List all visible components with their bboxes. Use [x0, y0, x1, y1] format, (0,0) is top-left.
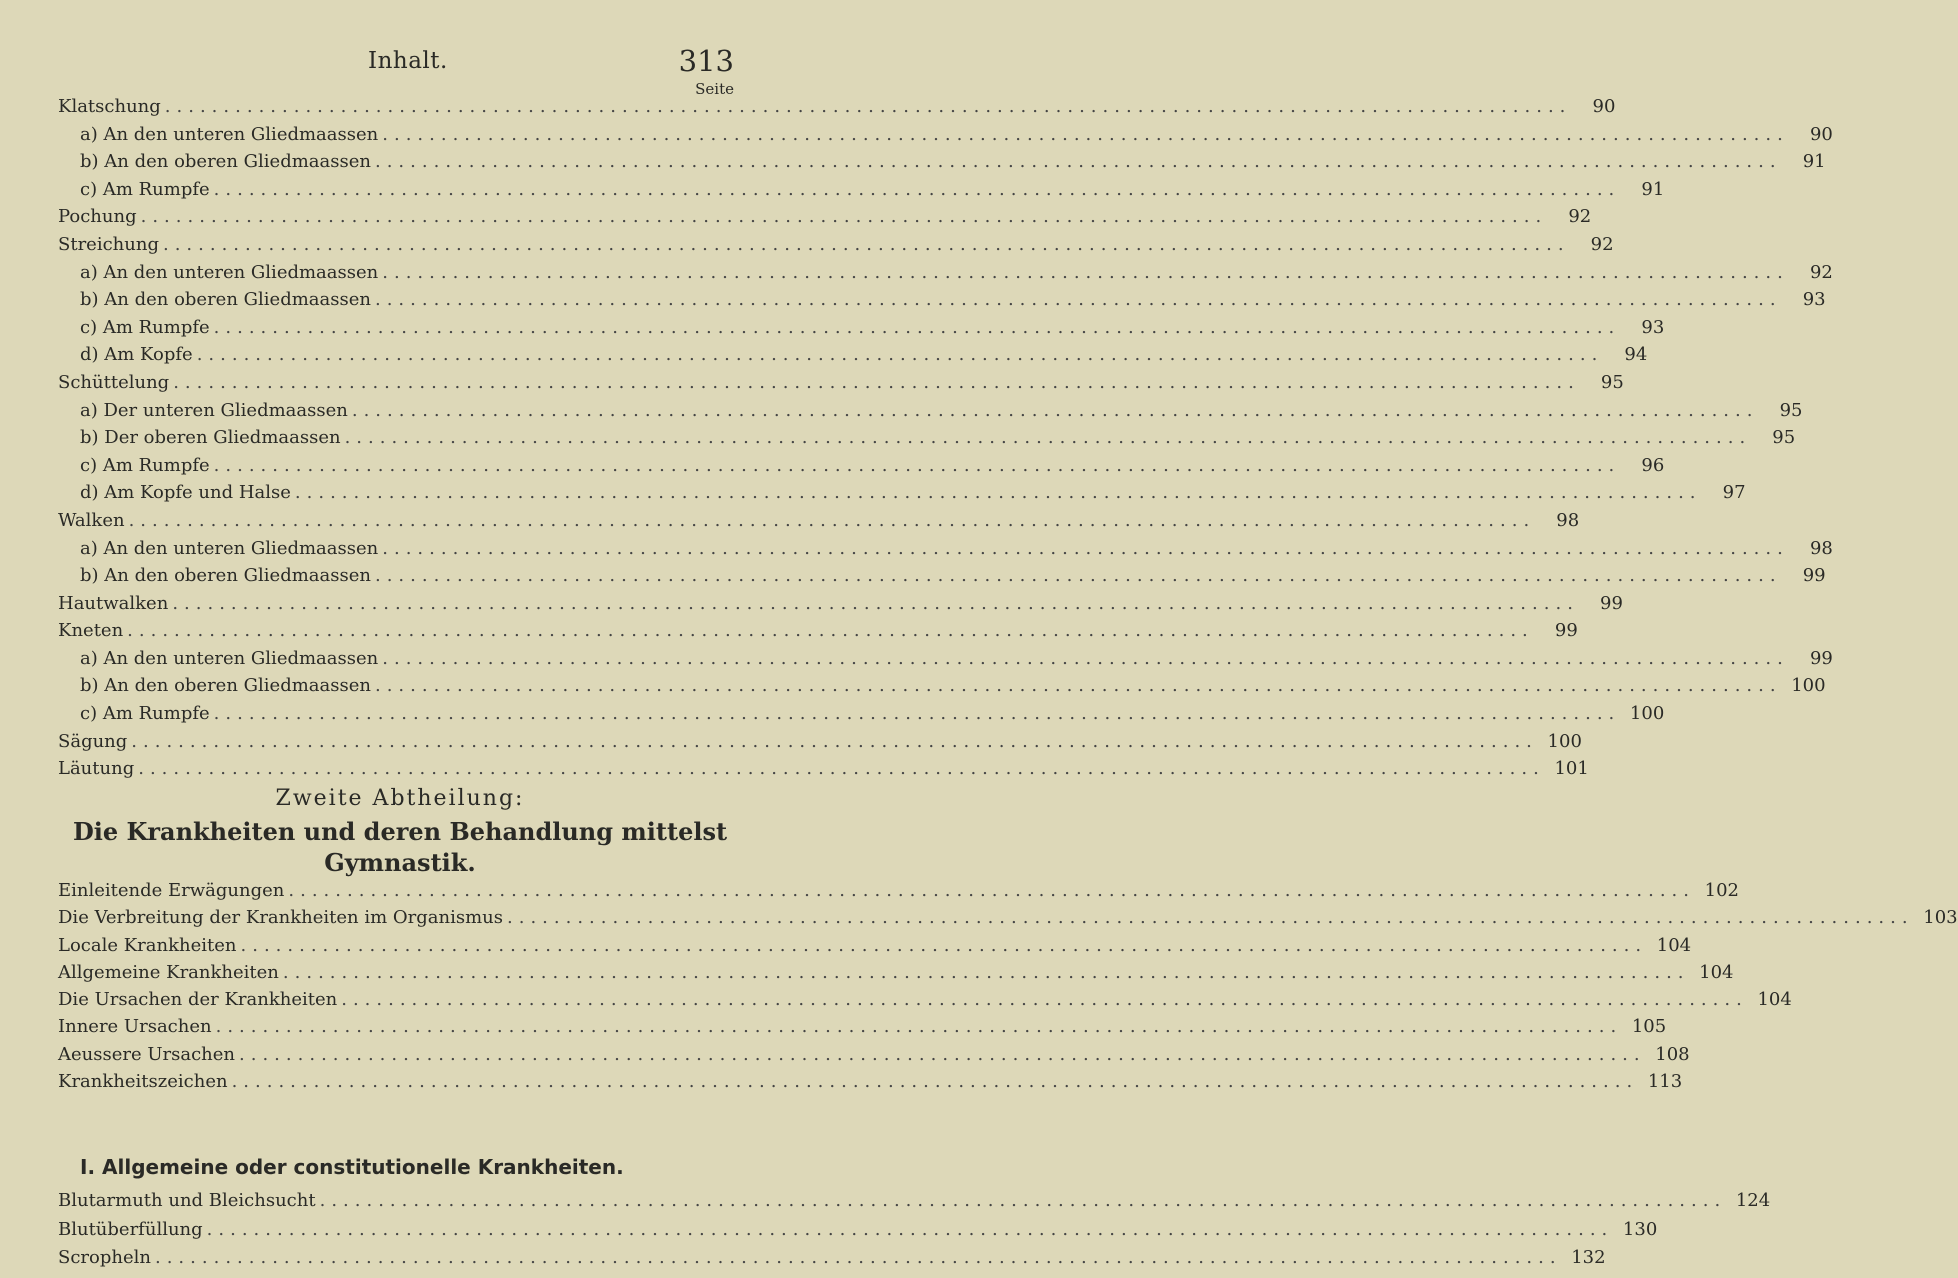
- toc-entry-page: 124: [1735, 1190, 1771, 1211]
- page-header: [0, 44, 800, 88]
- toc-list-part2: [58, 880, 1958, 1098]
- toc-entry-label: Blutüberfüllung: [58, 1218, 203, 1240]
- toc-subentry: [58, 289, 1826, 317]
- toc-entry-page: 91: [1802, 151, 1826, 173]
- toc-entry: [58, 907, 1958, 934]
- toc-entry-label: Krankheitszeichen: [58, 1071, 228, 1093]
- leader-dots: ........................................................................................................................: [382, 647, 1789, 669]
- leader-dots: ........................................................................................................................: [213, 178, 1621, 200]
- toc-entry-page: 113: [1647, 1071, 1683, 1093]
- toc-entry-page: 100: [1791, 675, 1826, 697]
- toc-entry-page: 104: [1699, 961, 1734, 983]
- toc-entry-label: b) Der oberen Gliedmaassen: [80, 427, 341, 449]
- leader-dots: ........................................................................................................................: [172, 592, 1579, 614]
- leader-dots: ........................................................................................................................: [374, 151, 1782, 173]
- toc-subentry: [58, 703, 1665, 731]
- toc-entry-label: Hautwalken: [58, 592, 169, 614]
- toc-entry-page: 92: [1568, 206, 1592, 228]
- toc-subentry: [58, 565, 1826, 593]
- toc-subentry: [58, 316, 1665, 345]
- toc-entry-label: b) An den oberen Gliedmaassen: [80, 675, 371, 697]
- toc-entry-page: 98: [1556, 509, 1580, 531]
- leader-dots: ........................................................................................................................: [164, 96, 1572, 117]
- toc-subentry: [58, 675, 1826, 703]
- toc-entry-label: a) An den unteren Gliedmaassen: [80, 123, 379, 145]
- toc-entry: [58, 1071, 1683, 1098]
- toc-entry-label: Einleitende Erwägungen: [58, 880, 285, 901]
- toc-entry-label: Locale Krankheiten: [58, 934, 237, 956]
- toc-entry-label: c) Am Rumpfe: [80, 703, 210, 725]
- toc-entry: [58, 730, 1582, 759]
- toc-entry-label: d) Am Kopfe und Halse: [80, 482, 291, 504]
- toc-entry-page: 93: [1641, 316, 1665, 338]
- toc-entry-page: 91: [1641, 178, 1665, 200]
- toc-entry-label: Innere Ursachen: [58, 1016, 212, 1038]
- toc-entry: [58, 758, 1589, 786]
- leader-dots: ........................................................................................................................: [282, 961, 1690, 983]
- toc-entry-page: 99: [1600, 592, 1623, 614]
- toc-entry-page: 132: [1571, 1247, 1606, 1268]
- toc-entry-page: 93: [1802, 289, 1826, 311]
- toc-entry-page: 103: [1923, 907, 1958, 929]
- toc-entry-page: 102: [1704, 880, 1739, 901]
- toc-subentry: [58, 151, 1826, 179]
- toc-entry-label: Aeussere Ursachen: [58, 1043, 236, 1065]
- toc-entry-label: b) An den oberen Gliedmaassen: [80, 289, 371, 311]
- leader-dots: ........................................................................................................................: [319, 1190, 1727, 1211]
- leader-dots: ........................................................................................................................: [382, 261, 1789, 283]
- leader-dots: ........................................................................................................................: [162, 233, 1570, 255]
- running-title: Inhalt.: [368, 48, 448, 74]
- leader-dots: ........................................................................................................................: [213, 316, 1621, 338]
- toc-entry-label: a) Der unteren Gliedmaassen: [80, 399, 348, 421]
- toc-entry-label: a) An den unteren Gliedmaassen: [80, 647, 379, 669]
- toc-subentry: [58, 261, 1833, 290]
- toc-entry-page: 99: [1809, 647, 1833, 669]
- toc-entry: [58, 620, 1578, 648]
- toc-entry-page: 105: [1631, 1016, 1667, 1038]
- leader-dots: ........................................................................................................................: [344, 427, 1752, 449]
- toc-entry-page: 98: [1809, 537, 1833, 559]
- section-heading: I. Allgemeine oder constitutionelle Krankheiten.: [80, 1155, 624, 1179]
- leader-dots: ........................................................................................................................: [215, 1016, 1623, 1038]
- toc-entry-label: Sägung: [58, 730, 128, 752]
- toc-entry: [58, 233, 1614, 262]
- leader-dots: ........................................................................................................................: [127, 620, 1534, 642]
- leader-dots: ........................................................................................................................: [213, 454, 1621, 476]
- leader-dots: ........................................................................................................................: [131, 730, 1538, 752]
- leader-dots: ........................................................................................................................: [382, 123, 1789, 145]
- toc-entry-page: 100: [1547, 730, 1582, 752]
- toc-entry-label: Blutarmuth und Bleichsucht: [58, 1190, 316, 1211]
- leader-dots: ........................................................................................................................: [351, 399, 1759, 421]
- toc-entry: [58, 1190, 1771, 1219]
- leader-dots: ........................................................................................................................: [288, 880, 1695, 901]
- toc-entry-label: c) Am Rumpfe: [80, 178, 210, 200]
- toc-entry: [58, 934, 1692, 962]
- leader-dots: ........................................................................................................................: [196, 344, 1604, 366]
- leader-dots: ........................................................................................................................: [140, 206, 1548, 228]
- leader-dots: ........................................................................................................................: [374, 289, 1782, 311]
- toc-entry-label: a) An den unteren Gliedmaassen: [80, 261, 379, 283]
- toc-entry-page: 130: [1622, 1218, 1658, 1240]
- toc-entry-page: 95: [1600, 371, 1624, 393]
- leader-dots: ........................................................................................................................: [213, 703, 1621, 725]
- page-number: 313: [678, 44, 734, 78]
- leader-dots: ........................................................................................................................: [173, 371, 1580, 393]
- toc-entry-page: 104: [1656, 934, 1692, 956]
- toc-entry-page: 90: [1809, 123, 1833, 145]
- toc-entry-page: 101: [1554, 758, 1589, 780]
- leader-dots: ........................................................................................................................: [374, 675, 1782, 697]
- toc-entry-page: 99: [1554, 620, 1578, 642]
- toc-entry-page: 92: [1809, 261, 1833, 283]
- toc-entry-label: Läutung: [58, 758, 135, 780]
- page-column-label: Seite: [695, 80, 734, 98]
- toc-entry-page: 99: [1802, 565, 1826, 587]
- leader-dots: ........................................................................................................................: [128, 509, 1536, 531]
- toc-entry-label: Schüttelung: [58, 371, 170, 393]
- toc-entry-label: c) Am Rumpfe: [80, 454, 210, 476]
- division-title-cont: Gymnastik.: [324, 848, 476, 877]
- toc-entry-page: 104: [1757, 989, 1792, 1011]
- toc-entry: [58, 206, 1592, 234]
- toc-subentry: [58, 482, 1746, 510]
- toc-entry: [58, 880, 1739, 907]
- leader-dots: ........................................................................................................................: [294, 482, 1702, 504]
- toc-entry-label: Pochung: [58, 206, 137, 228]
- toc-entry-label: Streichung: [58, 233, 159, 255]
- toc-subentry: [58, 647, 1833, 676]
- division-title: Die Krankheiten und deren Behandlung mittelst: [72, 817, 728, 846]
- toc-subentry: [58, 178, 1665, 207]
- toc-entry: [58, 989, 1792, 1016]
- toc-entry-label: d) Am Kopfe: [80, 344, 193, 366]
- leader-dots: ........................................................................................................................: [138, 758, 1545, 780]
- toc-entry-label: a) An den unteren Gliedmaassen: [80, 537, 379, 559]
- toc-subentry: [58, 399, 1803, 428]
- leader-dots: ........................................................................................................................: [382, 537, 1789, 559]
- toc-entry-page: 108: [1655, 1043, 1690, 1065]
- toc-entry: [58, 1247, 1606, 1276]
- toc-entry-label: Allgemeine Krankheiten: [58, 961, 279, 983]
- toc-subentry: [58, 537, 1833, 566]
- toc-entry-label: Scropheln: [58, 1247, 151, 1268]
- toc-subentry: [58, 123, 1833, 152]
- toc-entry-label: b) An den oberen Gliedmaassen: [80, 151, 371, 173]
- leader-dots: ........................................................................................................................: [206, 1218, 1614, 1240]
- toc-entry: [58, 1016, 1667, 1043]
- leader-dots: ........................................................................................................................: [239, 1043, 1646, 1065]
- leader-dots: ........................................................................................................................: [154, 1247, 1562, 1268]
- toc-entry: [58, 592, 1623, 621]
- toc-entry-label: Klatschung: [58, 96, 161, 117]
- toc-entry-page: 90: [1592, 96, 1616, 117]
- toc-entry: [58, 96, 1616, 124]
- toc-entry-page: 95: [1772, 427, 1796, 449]
- toc-entry-page: 92: [1590, 233, 1614, 255]
- toc-entry: [58, 1043, 1690, 1071]
- toc-entry-page: 97: [1722, 482, 1746, 504]
- toc-entry-label: Kneten: [58, 620, 124, 642]
- toc-entry: [58, 371, 1624, 400]
- leader-dots: ........................................................................................................................: [240, 934, 1648, 956]
- toc-entry-page: 96: [1641, 454, 1665, 476]
- toc-entry: [58, 509, 1580, 538]
- toc-entry-page: 94: [1624, 344, 1648, 366]
- toc-list-part3: [58, 1190, 1771, 1276]
- toc-entry-label: Die Verbreitung der Krankheiten im Organismus: [58, 907, 503, 929]
- leader-dots: ........................................................................................................................: [231, 1071, 1639, 1093]
- division-heading: Zweite Abtheilung:: [275, 786, 525, 811]
- leader-dots: ........................................................................................................................: [374, 565, 1782, 587]
- toc-subentry: [58, 427, 1796, 455]
- toc-entry-label: Walken: [58, 509, 125, 531]
- toc-subentry: [58, 344, 1648, 372]
- toc-entry-page: 100: [1629, 703, 1665, 725]
- toc-entry-label: Die Ursachen der Krankheiten: [58, 989, 338, 1011]
- toc-entry: [58, 961, 1734, 989]
- toc-list-part1: [58, 96, 1833, 786]
- toc-entry: [58, 1218, 1658, 1248]
- toc-entry-page: 95: [1779, 399, 1803, 421]
- toc-entry-label: c) Am Rumpfe: [80, 316, 210, 338]
- leader-dots: ........................................................................................................................: [341, 989, 1748, 1011]
- toc-entry-label: b) An den oberen Gliedmaassen: [80, 565, 371, 587]
- toc-subentry: [58, 454, 1665, 483]
- leader-dots: ........................................................................................................................: [507, 907, 1914, 929]
